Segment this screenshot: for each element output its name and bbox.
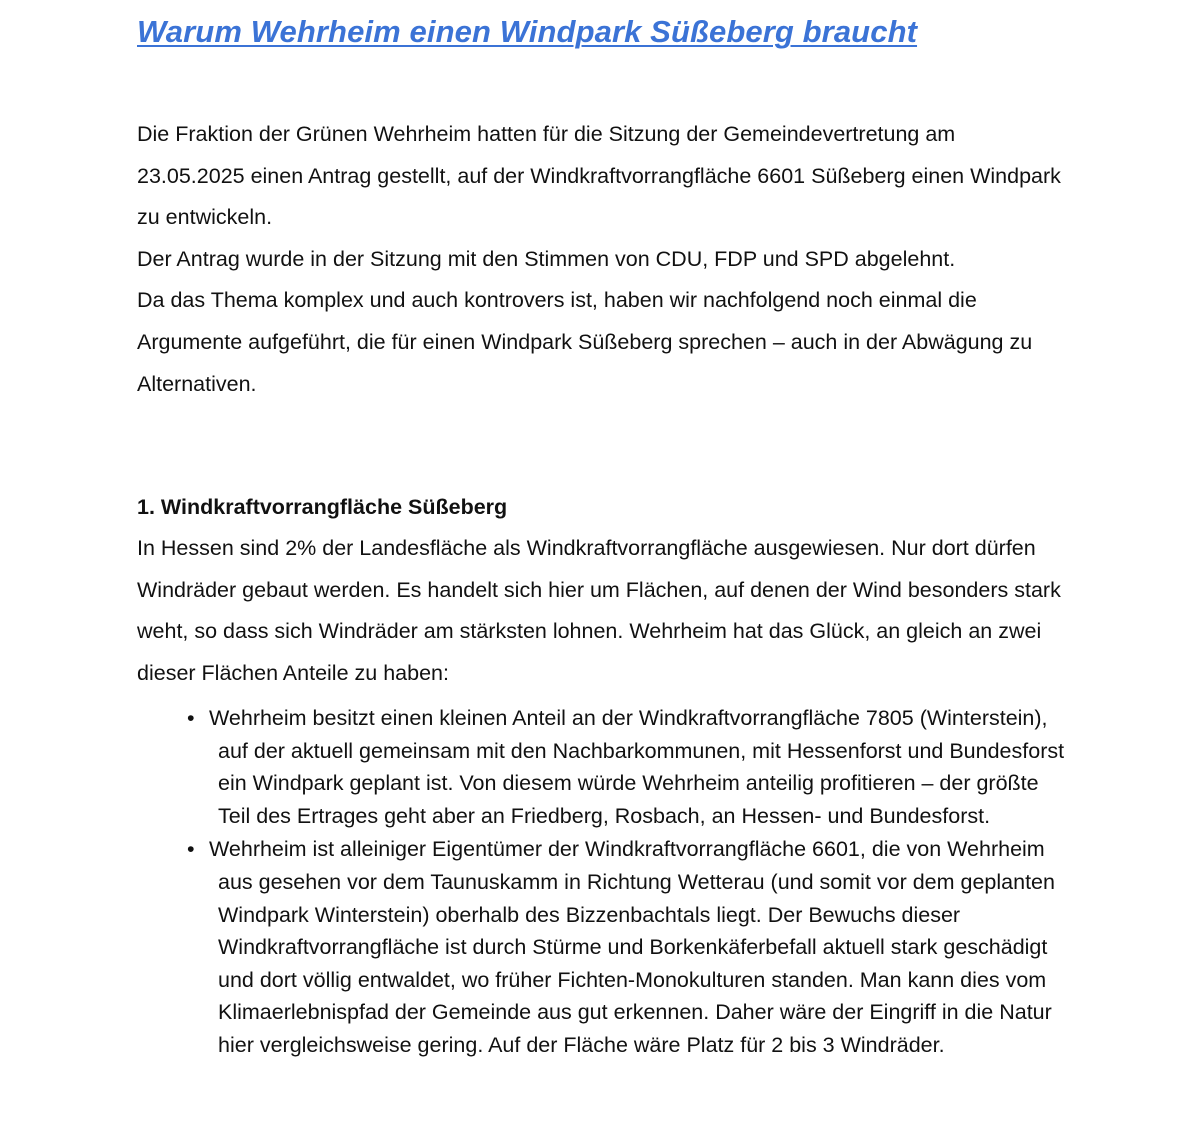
bullet-text: Wehrheim besitzt einen kleinen Anteil an der Windkraftvorrangfläche 7805 (Winterstein), auf der aktuell gemeinsam mit den Nachbarkommunen, mit Hessenforst und Bundesforst ein Windpark geplant ist. Von diesem würde Wehrheim anteilig profitieren – der größte Teil des Ertrages geht aber an Friedberg, Rosbach, an Hessen- und Bundesforst. xyxy=(209,706,1065,828)
intro-paragraph: Da das Thema komplex und auch kontrovers ist, haben wir nachfolgend noch einmal die Argumente aufgeführt, die für einen Windpark Süßeberg sprechen – auch in der Abwägung zu Alternativen. xyxy=(137,288,1033,396)
section-paragraph: In Hessen sind 2% der Landesfläche als Windkraftvorrangfläche ausgewiesen. Nur dort dürfen Windräder gebaut werden. Es handelt sich hier um Flächen, auf denen der Wind besonders stark weht, so dass sich Windräder am stärksten lohnen. Wehrheim hat das Glück, an gleich an zwei dieser Flächen Anteile zu haben: xyxy=(137,536,1061,685)
bullet-dot-icon: • xyxy=(187,837,195,862)
document-title-link[interactable]: Warum Wehrheim einen Windpark Süßeberg braucht xyxy=(137,14,918,49)
bullet-text: Wehrheim ist alleiniger Eigentümer der Windkraftvorrangfläche 6601, die von Wehrheim aus gesehen vor dem Taunuskamm in Richtung Wetterau (und somit vor dem geplanten Windpark Winterstein) oberhalb des Bizzenbachtals liegt. Der Bewuchs dieser Windkraftvorrangfläche ist durch Stürme und Borkenkäferbefall aktuell stark geschädigt und dort völlig entwaldet, wo früher Fichten-Monokulturen standen. Man kann dies vom Klimaerlebnispfad der Gemeinde aus gut erkennen. Daher wäre der Eingriff in die Natur hier vergleichsweise gering. Auf der Fläche wäre Platz für 2 bis 3 Windräder. xyxy=(209,837,1055,1057)
bullet-dot-icon: • xyxy=(187,706,195,730)
intro-paragraph: Die Fraktion der Grünen Wehrheim hatten für die Sitzung der Gemeindevertretung am 23.05.2025 einen Antrag gestellt, auf der Windkraftvorrangfläche 6601 Süßeberg einen Windpark zu entwickeln. xyxy=(137,122,1061,230)
intro-section xyxy=(137,114,1067,405)
intro-paragraph: Der Antrag wurde in der Sitzung mit den Stimmen von CDU, FDP und SPD abgelehnt. xyxy=(137,246,956,271)
bullet-item xyxy=(187,833,1067,1061)
bullet-item xyxy=(187,702,1067,832)
bullet-list xyxy=(187,702,1067,1063)
section-heading: 1. Windkraftvorrangfläche Süßeberg xyxy=(137,495,508,519)
